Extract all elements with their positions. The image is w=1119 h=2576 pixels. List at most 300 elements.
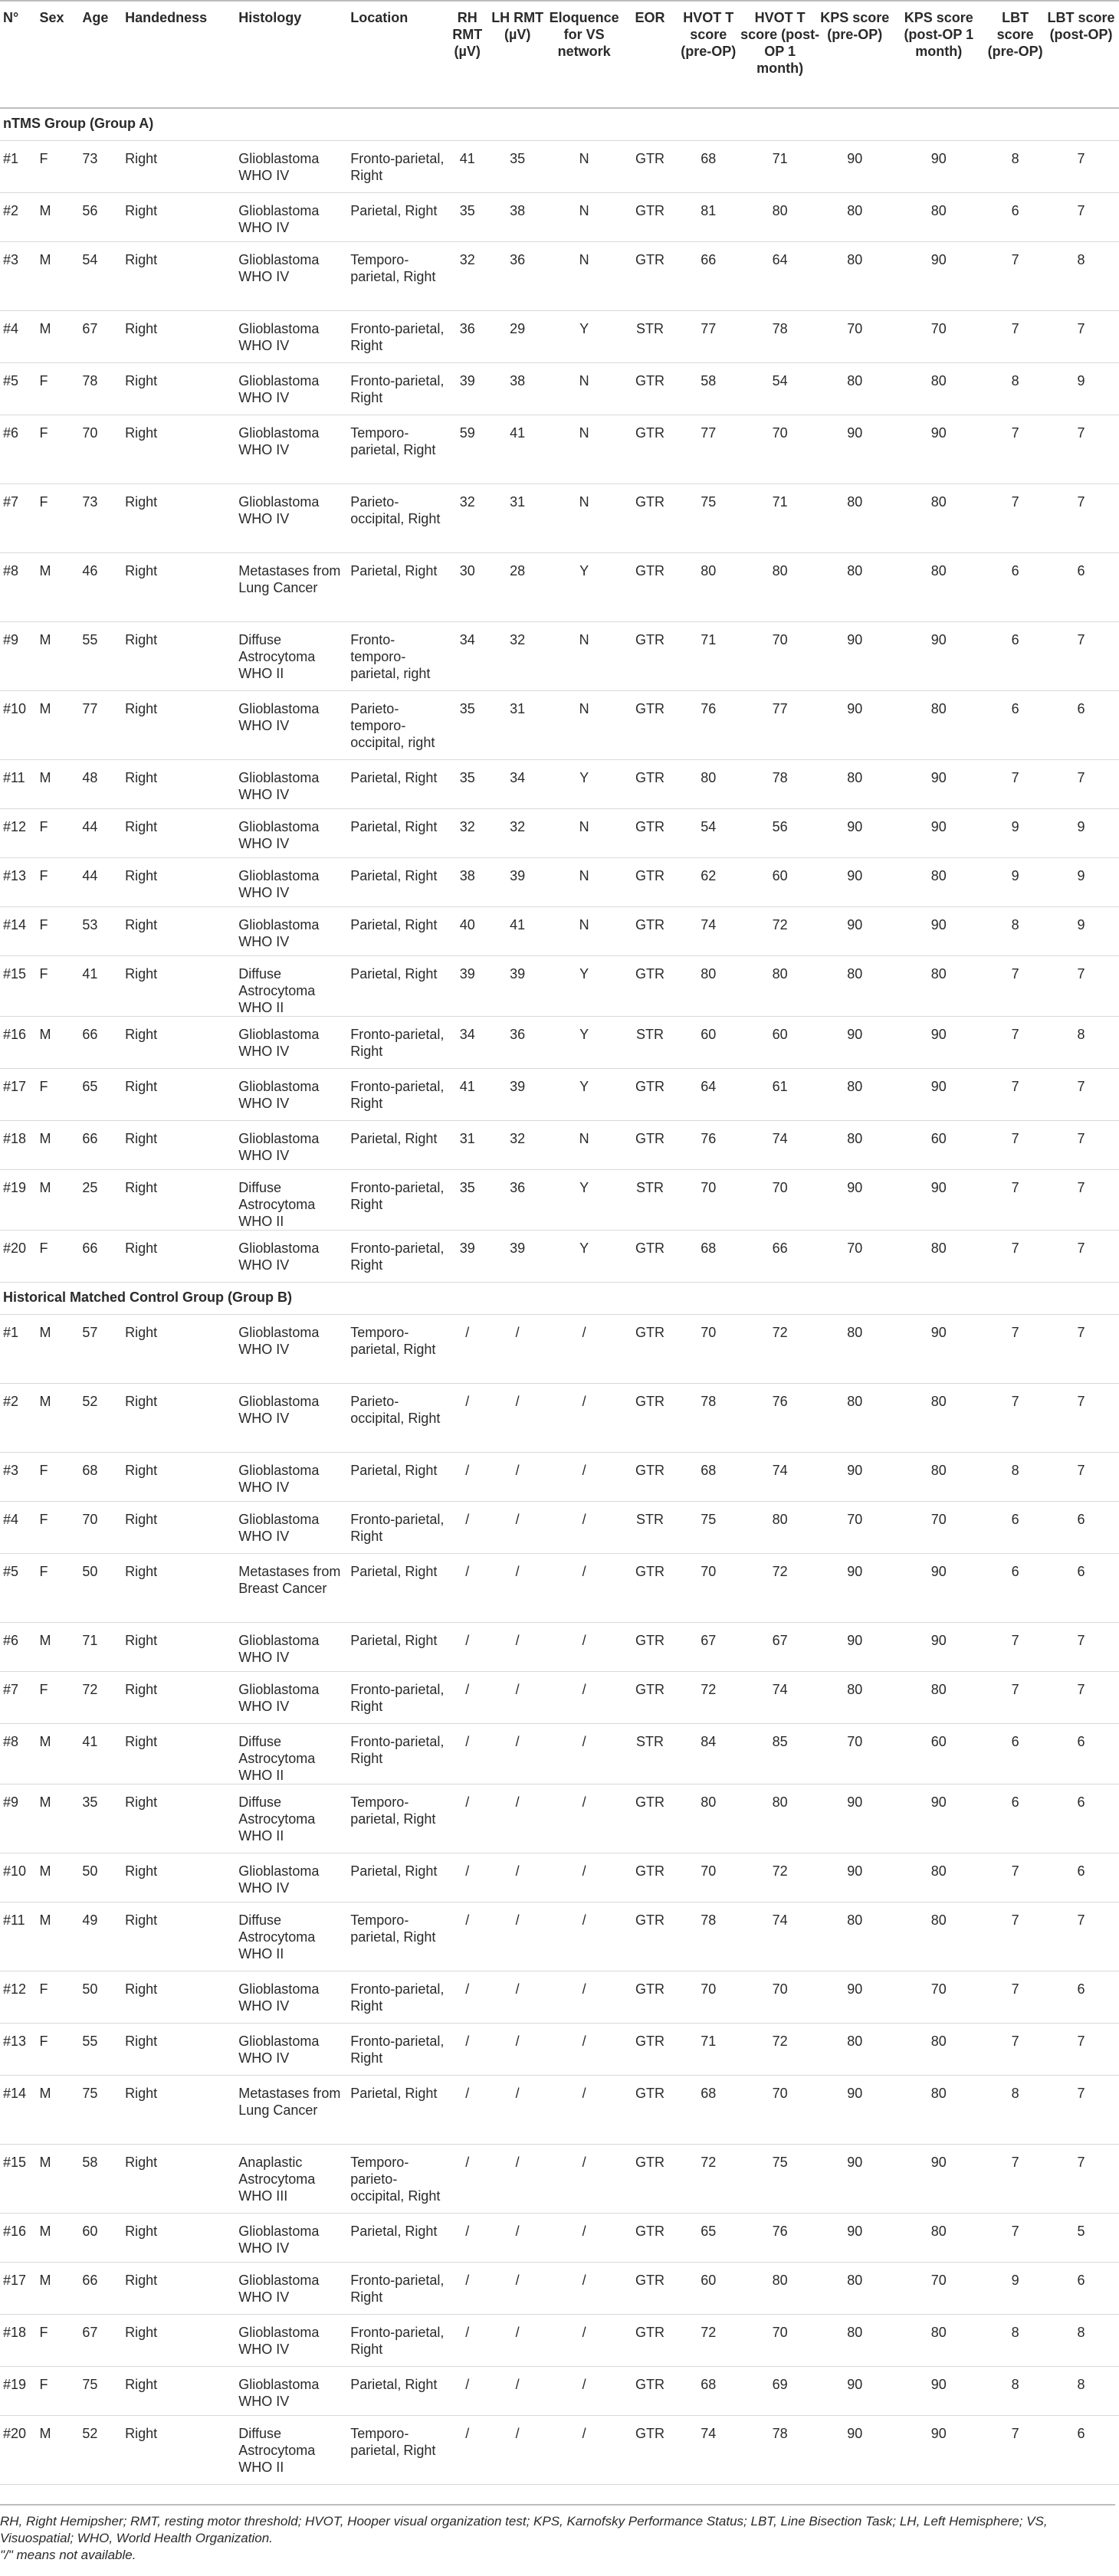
cell-location: Fronto-parietal, Right — [350, 1179, 445, 1212]
cell-rh-rmt: 35 — [459, 769, 475, 785]
cell-lbt-post: 7 — [1077, 202, 1085, 218]
cell-lh-rmt: 39 — [510, 1240, 526, 1256]
cell-location: Parietal, Right — [350, 202, 438, 218]
cell-kps-post: 80 — [930, 2033, 947, 2049]
cell-rh-rmt: / — [465, 1981, 470, 1997]
cell-lh-rmt: / — [515, 2376, 520, 2392]
cell-kps-pre: 70 — [847, 320, 863, 336]
cell-lbt-pre: 6 — [1011, 202, 1019, 218]
cell-kps-post: 80 — [930, 2085, 947, 2101]
cell-hvot-pre: 75 — [701, 1511, 717, 1527]
cell-number: #11 — [3, 1912, 25, 1928]
cell-kps-pre: 90 — [847, 867, 863, 883]
cell-eor: GTR — [635, 1912, 665, 1928]
cell-rh-rmt: 32 — [459, 493, 475, 510]
cell-rh-rmt: 35 — [459, 202, 475, 218]
cell-histology: Diffuse Astrocytoma WHO II — [238, 1733, 316, 1783]
cell-handedness: Right — [125, 631, 158, 647]
cell-hvot-pre: 84 — [701, 1733, 717, 1749]
cell-location: Parietal, Right — [350, 916, 438, 932]
cell-histology: Metastases from Lung Cancer — [238, 562, 341, 595]
column-header-kps-post: KPS score (post-OP 1 month) — [904, 10, 974, 59]
cell-age: 55 — [82, 631, 98, 647]
cell-histology: Glioblastoma WHO IV — [238, 372, 320, 405]
cell-eloquence: / — [582, 1511, 586, 1527]
cell-number: #9 — [3, 631, 19, 647]
cell-eloquence: N — [579, 631, 589, 647]
cell-hvot-post: 67 — [772, 1632, 788, 1648]
cell-rh-rmt: / — [465, 2425, 470, 2441]
cell-lbt-pre: 7 — [1011, 1324, 1019, 1340]
cell-handedness: Right — [125, 1462, 158, 1478]
group-title: nTMS Group (Group A) — [3, 116, 154, 131]
cell-lbt-pre: 7 — [1011, 2154, 1019, 2170]
group-row — [0, 108, 1119, 140]
cell-age: 70 — [82, 1511, 98, 1527]
cell-lbt-post: 7 — [1077, 1462, 1085, 1478]
cell-histology: Diffuse Astrocytoma WHO II — [238, 631, 316, 681]
table-row — [0, 2213, 1119, 2262]
cell-age: 75 — [82, 2085, 98, 2101]
table-row — [0, 2314, 1119, 2366]
cell-eor: GTR — [635, 2085, 665, 2101]
column-header-eor: EOR — [635, 10, 665, 25]
cell-lh-rmt: / — [515, 1393, 520, 1409]
cell-hvot-post: 77 — [772, 700, 788, 716]
cell-number: #2 — [3, 202, 19, 218]
cell-hvot-pre: 71 — [701, 2033, 717, 2049]
cell-age: 66 — [82, 1240, 98, 1256]
cell-location: Parieto-occipital, Right — [350, 1393, 441, 1426]
cell-handedness: Right — [125, 1324, 158, 1340]
cell-location: Fronto-parietal, Right — [350, 1981, 445, 2014]
cell-eor: GTR — [635, 1462, 665, 1478]
cell-location: Fronto-parietal, Right — [350, 372, 445, 405]
cell-kps-pre: 80 — [847, 493, 863, 510]
cell-rh-rmt: / — [465, 2324, 470, 2340]
cell-hvot-pre: 74 — [701, 2425, 717, 2441]
cell-handedness: Right — [125, 2324, 158, 2340]
cell-number: #4 — [3, 320, 19, 336]
cell-lbt-post: 7 — [1077, 1681, 1085, 1697]
cell-number: #12 — [3, 818, 27, 834]
cell-hvot-post: 60 — [772, 867, 788, 883]
cell-histology: Glioblastoma WHO IV — [238, 1681, 320, 1714]
cell-hvot-pre: 68 — [701, 2085, 717, 2101]
cell-kps-post: 90 — [930, 1324, 947, 1340]
cell-location: Parietal, Right — [350, 1462, 438, 1478]
cell-kps-post: 70 — [930, 1981, 947, 1997]
cell-eloquence: N — [579, 424, 589, 441]
cell-age: 56 — [82, 202, 98, 218]
cell-hvot-post: 80 — [772, 1511, 788, 1527]
cell-rh-rmt: / — [465, 1393, 470, 1409]
cell-hvot-post: 70 — [772, 631, 788, 647]
cell-hvot-pre: 74 — [701, 916, 717, 932]
cell-eloquence: N — [579, 150, 589, 166]
cell-lh-rmt: 36 — [510, 1179, 526, 1195]
cell-eor: GTR — [635, 867, 665, 883]
cell-kps-post: 90 — [930, 150, 947, 166]
cell-location: Parietal, Right — [350, 2085, 438, 2101]
cell-hvot-pre: 65 — [701, 2223, 717, 2239]
cell-eor: GTR — [635, 2324, 665, 2340]
cell-eloquence: / — [582, 1912, 586, 1928]
cell-sex: F — [39, 1511, 48, 1527]
cell-histology: Metastases from Breast Cancer — [238, 1563, 341, 1596]
cell-lbt-pre: 7 — [1011, 1863, 1019, 1879]
cell-sex: M — [39, 1733, 51, 1749]
cell-sex: M — [39, 1863, 51, 1879]
cell-lbt-post: 7 — [1077, 2085, 1085, 2101]
cell-histology: Glioblastoma WHO IV — [238, 2272, 320, 2305]
cell-location: Fronto-parietal, Right — [350, 1681, 445, 1714]
cell-hvot-post: 70 — [772, 2085, 788, 2101]
cell-handedness: Right — [125, 1179, 158, 1195]
cell-kps-pre: 80 — [847, 965, 863, 982]
cell-lh-rmt: 34 — [510, 769, 526, 785]
cell-location: Parietal, Right — [350, 1632, 438, 1648]
cell-hvot-post: 71 — [772, 493, 788, 510]
cell-kps-pre: 80 — [847, 1912, 863, 1928]
cell-location: Parietal, Right — [350, 1563, 438, 1579]
cell-age: 77 — [82, 700, 98, 716]
cell-eor: STR — [636, 1511, 664, 1527]
cell-kps-pre: 90 — [847, 1563, 863, 1579]
cell-lbt-post: 7 — [1077, 1632, 1085, 1648]
cell-kps-pre: 70 — [847, 1511, 863, 1527]
cell-rh-rmt: / — [465, 2223, 470, 2239]
cell-sex: M — [39, 1912, 51, 1928]
table-row — [0, 2144, 1119, 2213]
cell-location: Fronto-parietal, Right — [350, 2272, 445, 2305]
cell-age: 67 — [82, 320, 98, 336]
cell-kps-pre: 80 — [847, 1681, 863, 1697]
cell-sex: M — [39, 1179, 51, 1195]
cell-location: Temporo-parietal, Right — [350, 1324, 436, 1357]
cell-handedness: Right — [125, 1733, 158, 1749]
cell-lbt-post: 9 — [1077, 916, 1085, 932]
cell-sex: M — [39, 562, 51, 578]
column-header-lbt-post: LBT score (post-OP) — [1047, 10, 1115, 42]
cell-kps-pre: 90 — [847, 700, 863, 716]
cell-number: #18 — [3, 1130, 27, 1146]
cell-age: 41 — [82, 965, 98, 982]
cell-rh-rmt: / — [465, 1511, 470, 1527]
cell-histology: Diffuse Astrocytoma WHO II — [238, 1912, 316, 1961]
cell-handedness: Right — [125, 2033, 158, 2049]
cell-histology: Glioblastoma WHO IV — [238, 493, 320, 526]
cell-lh-rmt: 38 — [510, 202, 526, 218]
cell-sex: M — [39, 2154, 51, 2170]
cell-location: Fronto-temporo-parietal, right — [350, 631, 431, 681]
cell-lh-rmt: 32 — [510, 818, 526, 834]
cell-location: Fronto-parietal, Right — [350, 1026, 445, 1059]
cell-lbt-post: 7 — [1077, 769, 1085, 785]
cell-eor: STR — [636, 320, 664, 336]
cell-lbt-pre: 7 — [1011, 1026, 1019, 1042]
cell-location: Fronto-parietal, Right — [350, 1240, 445, 1273]
cell-sex: M — [39, 631, 51, 647]
cell-eloquence: N — [579, 493, 589, 510]
cell-eor: GTR — [635, 631, 665, 647]
table-row — [0, 241, 1119, 310]
cell-lh-rmt: 31 — [510, 700, 526, 716]
cell-hvot-post: 56 — [772, 818, 788, 834]
cell-lbt-post: 7 — [1077, 1078, 1085, 1094]
cell-lbt-post: 8 — [1077, 2376, 1085, 2392]
cell-age: 35 — [82, 1794, 98, 1810]
cell-kps-post: 80 — [930, 2223, 947, 2239]
cell-hvot-pre: 76 — [701, 1130, 717, 1146]
cell-handedness: Right — [125, 1130, 158, 1146]
table-body — [0, 108, 1119, 2484]
cell-hvot-post: 78 — [772, 769, 788, 785]
cell-location: Fronto-parietal, Right — [350, 1078, 445, 1111]
cell-histology: Diffuse Astrocytoma WHO II — [238, 2425, 316, 2475]
cell-histology: Diffuse Astrocytoma WHO II — [238, 1179, 316, 1229]
cell-kps-post: 90 — [930, 424, 947, 441]
cell-rh-rmt: / — [465, 2085, 470, 2101]
cell-hvot-post: 66 — [772, 1240, 788, 1256]
cell-eor: GTR — [635, 2376, 665, 2392]
cell-lbt-post: 8 — [1077, 251, 1085, 267]
cell-sex: M — [39, 2085, 51, 2101]
cell-lbt-pre: 7 — [1011, 1912, 1019, 1928]
cell-location: Parietal, Right — [350, 2376, 438, 2392]
cell-handedness: Right — [125, 2376, 158, 2392]
cell-eloquence: Y — [579, 1026, 589, 1042]
cell-lbt-pre: 7 — [1011, 1130, 1019, 1146]
cell-kps-post: 90 — [930, 916, 947, 932]
cell-location: Parietal, Right — [350, 769, 438, 785]
cell-lbt-pre: 8 — [1011, 2376, 1019, 2392]
cell-sex: M — [39, 2272, 51, 2288]
cell-lh-rmt: / — [515, 1733, 520, 1749]
cell-lbt-pre: 9 — [1011, 818, 1019, 834]
cell-kps-pre: 90 — [847, 1981, 863, 1997]
cell-lbt-pre: 7 — [1011, 1981, 1019, 1997]
cell-hvot-pre: 77 — [701, 424, 717, 441]
cell-eloquence: Y — [579, 562, 589, 578]
column-header-rh-rmt: RH RMT (µV) — [452, 10, 483, 59]
cell-sex: F — [39, 372, 48, 388]
cell-kps-post: 80 — [930, 1462, 947, 1478]
cell-number: #7 — [3, 493, 19, 510]
cell-rh-rmt: 35 — [459, 1179, 475, 1195]
cell-eor: GTR — [635, 1324, 665, 1340]
cell-eor: GTR — [635, 2154, 665, 2170]
cell-histology: Glioblastoma WHO IV — [238, 769, 320, 802]
cell-number: #9 — [3, 1794, 19, 1810]
cell-histology: Glioblastoma WHO IV — [238, 1632, 320, 1665]
table-row — [0, 808, 1119, 857]
cell-handedness: Right — [125, 916, 158, 932]
cell-lbt-post: 7 — [1077, 2033, 1085, 2049]
cell-lbt-pre: 7 — [1011, 1240, 1019, 1256]
cell-number: #20 — [3, 1240, 27, 1256]
cell-lbt-post: 7 — [1077, 631, 1085, 647]
cell-lbt-post: 9 — [1077, 818, 1085, 834]
table-row — [0, 955, 1119, 1016]
cell-lbt-pre: 6 — [1011, 700, 1019, 716]
cell-age: 66 — [82, 1026, 98, 1042]
cell-rh-rmt: 39 — [459, 965, 475, 982]
cell-age: 41 — [82, 1733, 98, 1749]
cell-histology: Glioblastoma WHO IV — [238, 1511, 320, 1544]
cell-location: Temporo-parietal, Right — [350, 251, 436, 284]
cell-age: 55 — [82, 2033, 98, 2049]
cell-number: #2 — [3, 1393, 19, 1409]
cell-kps-pre: 90 — [847, 2376, 863, 2392]
table-row — [0, 140, 1119, 192]
cell-eloquence: / — [582, 2085, 586, 2101]
cell-age: 53 — [82, 916, 98, 932]
cell-lbt-pre: 7 — [1011, 965, 1019, 982]
cell-sex: M — [39, 1794, 51, 1810]
cell-rh-rmt: / — [465, 1794, 470, 1810]
cell-hvot-pre: 72 — [701, 2154, 717, 2170]
cell-number: #11 — [3, 769, 25, 785]
cell-number: #1 — [3, 1324, 19, 1340]
table-row — [0, 415, 1119, 483]
cell-handedness: Right — [125, 700, 158, 716]
cell-lh-rmt: / — [515, 1563, 520, 1579]
cell-eloquence: / — [582, 1863, 586, 1879]
cell-handedness: Right — [125, 320, 158, 336]
cell-lh-rmt: / — [515, 1681, 520, 1697]
cell-eloquence: / — [582, 1563, 586, 1579]
cell-rh-rmt: 36 — [459, 320, 475, 336]
cell-handedness: Right — [125, 2425, 158, 2441]
cell-kps-post: 70 — [930, 320, 947, 336]
cell-rh-rmt: / — [465, 1563, 470, 1579]
cell-age: 66 — [82, 2272, 98, 2288]
cell-sex: M — [39, 1026, 51, 1042]
cell-lh-rmt: 39 — [510, 1078, 526, 1094]
cell-kps-pre: 80 — [847, 251, 863, 267]
cell-lbt-post: 6 — [1077, 1563, 1085, 1579]
cell-hvot-post: 69 — [772, 2376, 788, 2392]
cell-kps-post: 90 — [930, 631, 947, 647]
cell-hvot-post: 78 — [772, 320, 788, 336]
cell-hvot-post: 70 — [772, 1179, 788, 1195]
cell-kps-pre: 90 — [847, 2223, 863, 2239]
cell-eor: GTR — [635, 965, 665, 982]
cell-kps-post: 80 — [930, 700, 947, 716]
cell-lbt-post: 6 — [1077, 562, 1085, 578]
cell-sex: F — [39, 2324, 48, 2340]
cell-lh-rmt: / — [515, 1324, 520, 1340]
cell-handedness: Right — [125, 2085, 158, 2101]
cell-hvot-post: 61 — [772, 1078, 788, 1094]
table-row — [0, 1230, 1119, 1282]
cell-hvot-post: 76 — [772, 2223, 788, 2239]
cell-kps-post: 90 — [930, 2425, 947, 2441]
cell-sex: F — [39, 1981, 48, 1997]
cell-lbt-pre: 7 — [1011, 424, 1019, 441]
cell-lh-rmt: 32 — [510, 1130, 526, 1146]
cell-sex: M — [39, 769, 51, 785]
cell-rh-rmt: 40 — [459, 916, 475, 932]
cell-hvot-post: 78 — [772, 2425, 788, 2441]
cell-location: Temporo-parietal, Right — [350, 1794, 436, 1827]
cell-location: Fronto-parietal, Right — [350, 1511, 445, 1544]
cell-number: #19 — [3, 2376, 27, 2392]
cell-eloquence: N — [579, 867, 589, 883]
cell-hvot-pre: 54 — [701, 818, 717, 834]
cell-handedness: Right — [125, 1912, 158, 1928]
cell-lbt-pre: 7 — [1011, 1632, 1019, 1648]
cell-histology: Glioblastoma WHO IV — [238, 202, 320, 235]
cell-lbt-post: 7 — [1077, 1240, 1085, 1256]
cell-lbt-post: 6 — [1077, 2425, 1085, 2441]
table-row — [0, 1784, 1119, 1853]
cell-hvot-pre: 68 — [701, 2376, 717, 2392]
cell-handedness: Right — [125, 2272, 158, 2288]
cell-rh-rmt: 30 — [459, 562, 475, 578]
cell-hvot-post: 74 — [772, 1462, 788, 1478]
cell-number: #3 — [3, 251, 19, 267]
cell-age: 54 — [82, 251, 98, 267]
cell-lbt-pre: 6 — [1011, 562, 1019, 578]
cell-kps-pre: 80 — [847, 1130, 863, 1146]
cell-eloquence: / — [582, 2033, 586, 2049]
cell-age: 60 — [82, 2223, 98, 2239]
cell-handedness: Right — [125, 372, 158, 388]
cell-eor: GTR — [635, 372, 665, 388]
cell-rh-rmt: / — [465, 1462, 470, 1478]
cell-number: #16 — [3, 1026, 27, 1042]
cell-kps-post: 60 — [930, 1733, 947, 1749]
cell-hvot-post: 60 — [772, 1026, 788, 1042]
cell-hvot-post: 75 — [772, 2154, 788, 2170]
cell-histology: Diffuse Astrocytoma WHO II — [238, 965, 316, 1015]
cell-kps-post: 80 — [930, 1863, 947, 1879]
cell-lbt-pre: 7 — [1011, 1179, 1019, 1195]
cell-lbt-post: 6 — [1077, 1794, 1085, 1810]
cell-histology: Glioblastoma WHO IV — [238, 1130, 320, 1163]
cell-lbt-pre: 7 — [1011, 251, 1019, 267]
cell-lbt-pre: 8 — [1011, 150, 1019, 166]
cell-eloquence: / — [582, 1681, 586, 1697]
cell-number: #17 — [3, 1078, 27, 1094]
cell-age: 50 — [82, 1981, 98, 1997]
table-row — [0, 1971, 1119, 2023]
cell-lh-rmt: 28 — [510, 562, 526, 578]
cell-lbt-post: 7 — [1077, 1393, 1085, 1409]
cell-rh-rmt: / — [465, 2154, 470, 2170]
cell-eor: GTR — [635, 1130, 665, 1146]
cell-lh-rmt: / — [515, 2425, 520, 2441]
cell-lbt-pre: 7 — [1011, 493, 1019, 510]
cell-lbt-post: 9 — [1077, 372, 1085, 388]
cell-kps-post: 70 — [930, 2272, 947, 2288]
cell-eloquence: Y — [579, 1078, 589, 1094]
column-header-location: Location — [350, 10, 409, 25]
cell-hvot-post: 54 — [772, 372, 788, 388]
cell-histology: Glioblastoma WHO IV — [238, 1462, 320, 1495]
cell-kps-post: 80 — [930, 1681, 947, 1697]
cell-handedness: Right — [125, 769, 158, 785]
cell-kps-post: 80 — [930, 867, 947, 883]
cell-age: 65 — [82, 1078, 98, 1094]
cell-number: #6 — [3, 424, 19, 441]
cell-kps-pre: 90 — [847, 1863, 863, 1879]
cell-age: 52 — [82, 1393, 98, 1409]
cell-eor: GTR — [635, 424, 665, 441]
cell-eor: GTR — [635, 2272, 665, 2288]
